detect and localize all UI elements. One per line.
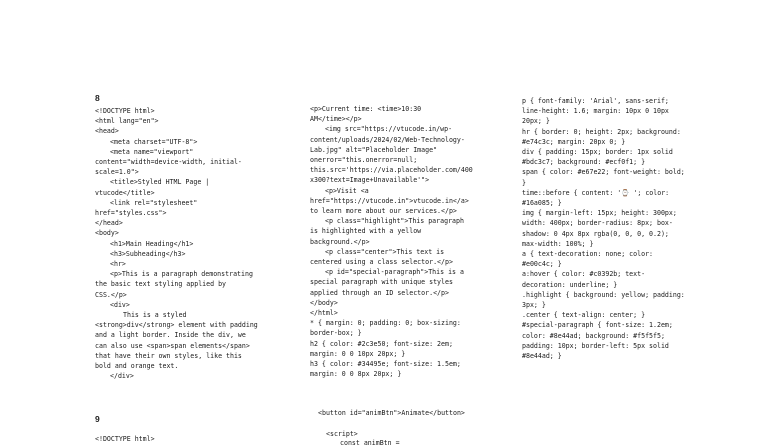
code-line: content="width=device-width, initial- [95,158,242,167]
code-line: centered using a class selector.</p> [310,258,453,267]
code-line: shadow: 0 4px 8px rgba(0, 0, 0, 0.2); [522,229,669,238]
code-line: <!DOCTYPE html> [95,107,155,115]
html-css-code-column [310,104,505,379]
code-line: <p id="special-paragraph">This is a [325,268,464,277]
code-line: and a light border. Inside the div, we [95,331,246,340]
code-line: special paragraph with unique styles [310,278,453,287]
code-line: the basic text styling applied by [95,280,227,289]
code-line: Lab.jpg" alt="Placeholder Image" [310,145,438,154]
code-line: color: #8e44ad; background: #f5f5f5; [522,331,665,340]
code-line: <meta name="viewport" [110,147,194,156]
code-line: <div> [110,300,130,309]
code-line: href="styles.css"> [95,209,167,218]
code-line: scale=1.0"> [95,168,139,177]
code-line: to learn more about our services.</p> [310,207,457,216]
code-line: <p class="center">This text is [325,247,445,256]
code-line: width: 400px; border-radius: 8px; box- [522,219,673,228]
code-line: <link rel="stylesheet" [110,198,198,207]
code-line: bold and orange text. [95,362,179,371]
code-line: that have their own styles, like this [95,351,242,360]
code-line: <html lang="en"> [95,117,159,126]
code-line: p { font-family: 'Arial', sans-serif; [522,97,669,105]
code-line: <strong>div</strong> element with padding [95,321,258,330]
code-line: <button id="animBtn">Animate</button> [318,409,465,417]
code-line: h2 { color: #2c3e50; font-size: 2em; [310,339,453,348]
code-line: is highlighted with a yellow [310,227,422,236]
code-line: h3 { color: #34495e; font-size: 1.5em; [310,360,461,369]
code-line: <img src="https://vtucode.in/wp- [325,125,453,134]
code-line: max-width: 100%; } [522,239,594,248]
code-line: a:hover { color: #c0392b; text- [522,270,646,279]
code-line: padding: 10px; border-left: 5px solid [522,341,669,350]
code-line: div { padding: 15px; border: 1px solid [522,148,673,157]
code-line: } [522,178,526,187]
code-line: #8e44ad; } [522,352,562,361]
code-line: * { margin: 0; padding: 0; box-sizing: [310,319,461,328]
page-number: 9 [95,414,100,424]
code-line: <hr> [110,260,126,269]
code-line: const animBtn = [340,439,400,447]
code-line: <p>This is a paragraph demonstrating [110,270,253,279]
code-line: </div> [110,372,134,381]
code-line: AM</time></p> [310,115,362,124]
code-line: <head> [95,127,119,136]
code-line: a { text-decoration: none; color: [522,250,654,259]
code-line: applied through an ID selector.</p> [310,288,449,297]
code-line: x300?text=Image+Unavailable'"> [310,176,430,185]
code-line: </head> [95,219,123,228]
code-line: decoration: underline; } [522,280,618,289]
code-line: .center { text-align: center; } [522,311,646,320]
code-line: onerror="this.onerror=null; [310,156,418,165]
code-line: time::before { content: '⌚ '; color: [522,188,670,197]
code-line: span { color: #e67e22; font-weight: bold; [522,168,685,177]
code-line: this.src='https://via.placeholder.com/400 [310,166,473,175]
code-line: #16a085; } [522,199,562,208]
code-line: href="https://vtucode.in">vtucode.in</a> [310,196,469,205]
html-code-column [95,106,295,381]
code-line: <p class="highlight">This paragraph [325,217,464,226]
css-code-column [522,96,722,361]
code-line: content/uploads/2024/02/Web-Technology- [310,135,465,144]
code-line: <p>Current time: <time>10:30 [310,105,422,113]
code-line: border-box; } [310,329,362,338]
code-line: #special-paragraph { font-size: 1.2em; [522,321,673,330]
page-number: 8 [95,93,100,103]
code-line: 20px; } [522,117,550,126]
code-line: <title>Styled HTML Page | [110,178,210,187]
code-line: CSS.</p> [95,290,127,299]
code-line: margin: 0 0 8px 20px; } [310,370,402,379]
code-line: 3px; } [522,301,546,310]
code-line: <p>Visit <a [325,186,369,195]
code-line: line-height: 1.6; margin: 10px 0 10px [522,107,669,116]
code-line: This is a styled [123,311,187,320]
code-line: <meta charset="UTF-8"> [110,137,198,146]
code-line: can also use <span>span elements</span> [95,341,250,350]
code-line: <h3>Subheading</h3> [110,249,186,258]
code-line: hr { border: 0; height: 2px; background: [522,127,681,136]
code-line: #e74c3c; margin: 20px 0; } [522,137,626,146]
code-line: vtucode</title> [95,188,155,197]
code-line: #bdc3c7; background: #ecf0f1; } [522,158,646,167]
code-line: img { margin-left: 15px; height: 300px; [522,209,677,218]
code-line: <body> [95,229,119,238]
code-line: <!DOCTYPE html> [95,435,155,443]
code-line: margin: 0 0 10px 20px; } [310,349,406,358]
code-line: <script> [326,430,358,438]
code-line: </body> [310,298,338,307]
code-line: <h1>Main Heading</h1> [110,239,194,248]
code-line: background.</p> [310,237,370,246]
code-line: </html> [310,309,338,318]
code-line: .highlight { background: yellow; padding: [522,290,685,299]
code-line: #e00c4c; } [522,260,562,269]
